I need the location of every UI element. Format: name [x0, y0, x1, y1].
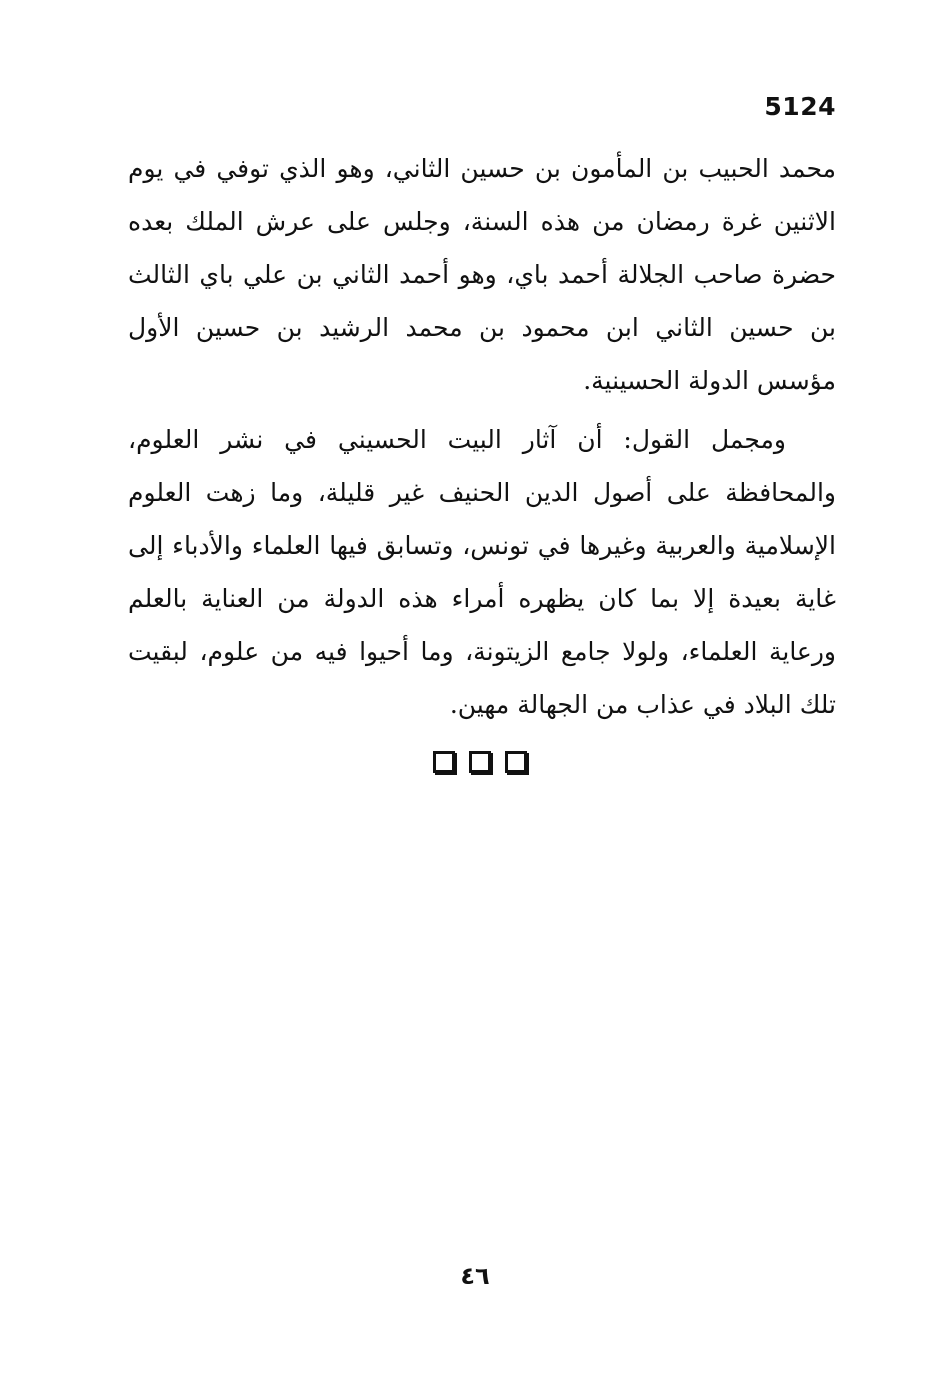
- body-text: [128, 142, 836, 731]
- square-box-icon: [469, 751, 491, 773]
- paragraph-1: محمد الحبيب بن المأمون بن حسين الثاني، وهو الذي توفي في يوم الاثنين غرة رمضان من هذه السنة، وجلس على عرش الملك بعده حضرة صاحب الجلالة أحمد باي، وهو أحمد الثاني بن علي باي الثالث بن حسين الثاني ابن محمود بن محمد الرشيد بن حسين الأول مؤسس الدولة الحسينية.: [128, 154, 836, 395]
- square-box-icon: [433, 751, 455, 773]
- page-header-number: 5124: [764, 92, 836, 121]
- square-box-icon: [505, 751, 527, 773]
- section-divider-icon: [433, 751, 527, 773]
- page-footer-number: ٤٦: [460, 1262, 490, 1290]
- paragraph-2: ومجمل القول: أن آثار البيت الحسيني في نشر العلوم، والمحافظة على أصول الدين الحنيف غير قليلة، وما زهت العلوم الإسلامية والعربية وغيرها في تونس، وتسابق فيها العلماء والأدباء إلى غاية بعيدة إلا بما كان يظهره أمراء هذه الدولة من العناية بالعلم ورعاية العلماء، ولولا جامع الزيتونة، وما أحيوا فيه من علوم، لبقيت تلك البلاد في عذاب من الجهالة مهين.: [128, 425, 836, 719]
